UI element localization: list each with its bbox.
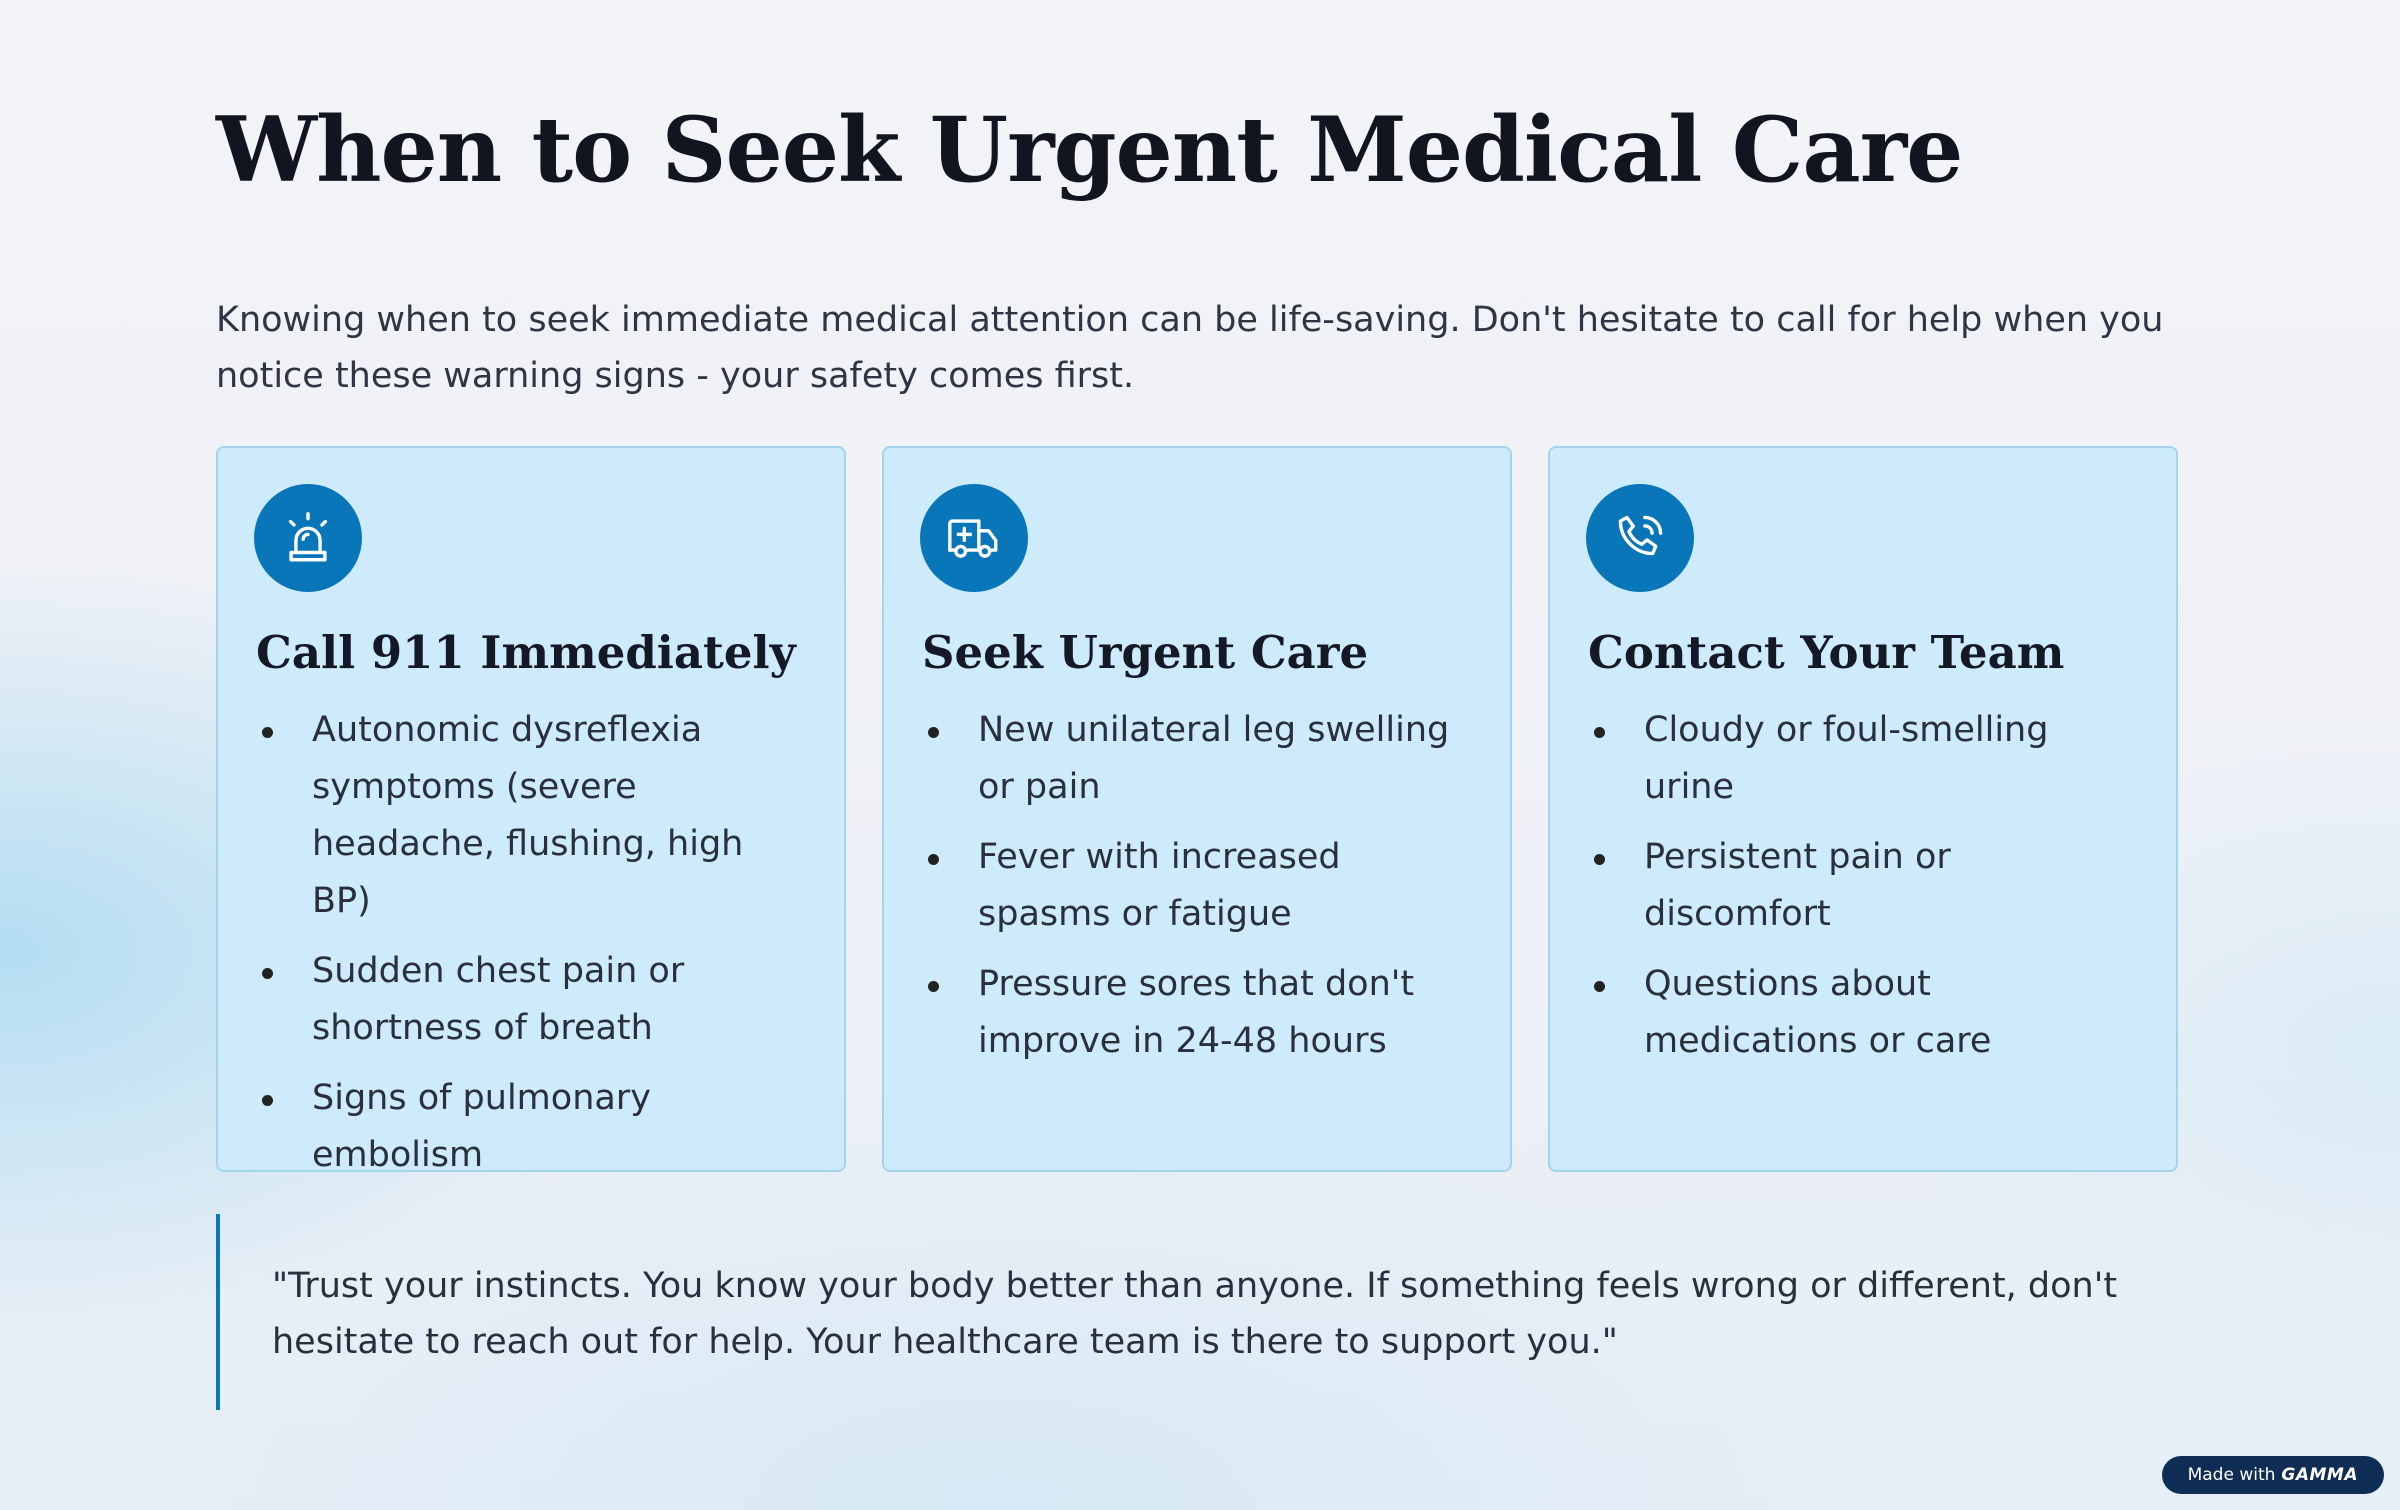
- list-item-text: Signs of pulmonary embolism: [312, 1078, 651, 1175]
- card-title: Contact Your Team: [1588, 626, 2065, 679]
- page-title: When to Seek Urgent Medical Care: [216, 97, 1963, 203]
- bullet-icon: [262, 727, 273, 738]
- list-item-text: Questions about medications or care: [1644, 964, 1992, 1061]
- quote-block: [216, 1214, 2216, 1410]
- bullet-icon: [928, 727, 939, 738]
- list-item-text: New unilateral leg swelling or pain: [978, 710, 1450, 807]
- cards-row: [216, 446, 2178, 1175]
- card-list: [254, 702, 808, 1184]
- list-item-text: Pressure sores that don't improve in 24-48 hours: [978, 964, 1415, 1061]
- intro-text: Knowing when to seek immediate medical attention can be life-saving. Don't hesitate to call for help when you notice these warning signs - your safety comes first.: [216, 300, 2164, 396]
- list-item-text: Cloudy or foul-smelling urine: [1644, 710, 2049, 807]
- card-contact-team: [1548, 446, 2178, 1172]
- list-item-text: Persistent pain or discomfort: [1644, 837, 1951, 934]
- list-item-text: Sudden chest pain or shortness of breath: [312, 951, 685, 1048]
- made-with-gamma-badge[interactable]: [2162, 1456, 2384, 1494]
- card-list: [920, 702, 1474, 1070]
- bullet-icon: [262, 1095, 273, 1106]
- card-urgent-care: [882, 446, 1512, 1172]
- list-item: [254, 1070, 808, 1184]
- bullet-icon: [928, 981, 939, 992]
- card-title: Seek Urgent Care: [922, 626, 1369, 679]
- list-item: [1586, 829, 2140, 943]
- bullet-icon: [928, 854, 939, 865]
- bullet-icon: [262, 968, 273, 979]
- list-item: [920, 702, 1474, 816]
- list-item: [254, 702, 808, 930]
- list-item: [1586, 956, 2140, 1070]
- list-item: [254, 943, 808, 1057]
- badge-prefix: Made with: [2187, 1465, 2276, 1485]
- list-item-text: Fever with increased spasms or fatigue: [978, 837, 1341, 934]
- quote-text: "Trust your instincts. You know your body better than anyone. If something feels wrong or different, don't hesitate to reach out for help. Your healthcare team is there to support you.": [272, 1266, 2118, 1362]
- list-item: [920, 956, 1474, 1070]
- card-title: Call 911 Immediately: [256, 626, 796, 679]
- list-item: [920, 829, 1474, 943]
- card-call-911: [216, 446, 846, 1175]
- ambulance-icon: [920, 484, 1028, 592]
- bullet-icon: [1594, 727, 1605, 738]
- siren-icon: [254, 484, 362, 592]
- gamma-logo: GAMMA: [2281, 1465, 2358, 1485]
- card-list: [1586, 702, 2140, 1070]
- bullet-icon: [1594, 854, 1605, 865]
- bullet-icon: [1594, 981, 1605, 992]
- list-item: [1586, 702, 2140, 816]
- list-item-text: Autonomic dysreflexia symptoms (severe headache, flushing, high BP): [312, 710, 744, 921]
- phone-ringing-icon: [1586, 484, 1694, 592]
